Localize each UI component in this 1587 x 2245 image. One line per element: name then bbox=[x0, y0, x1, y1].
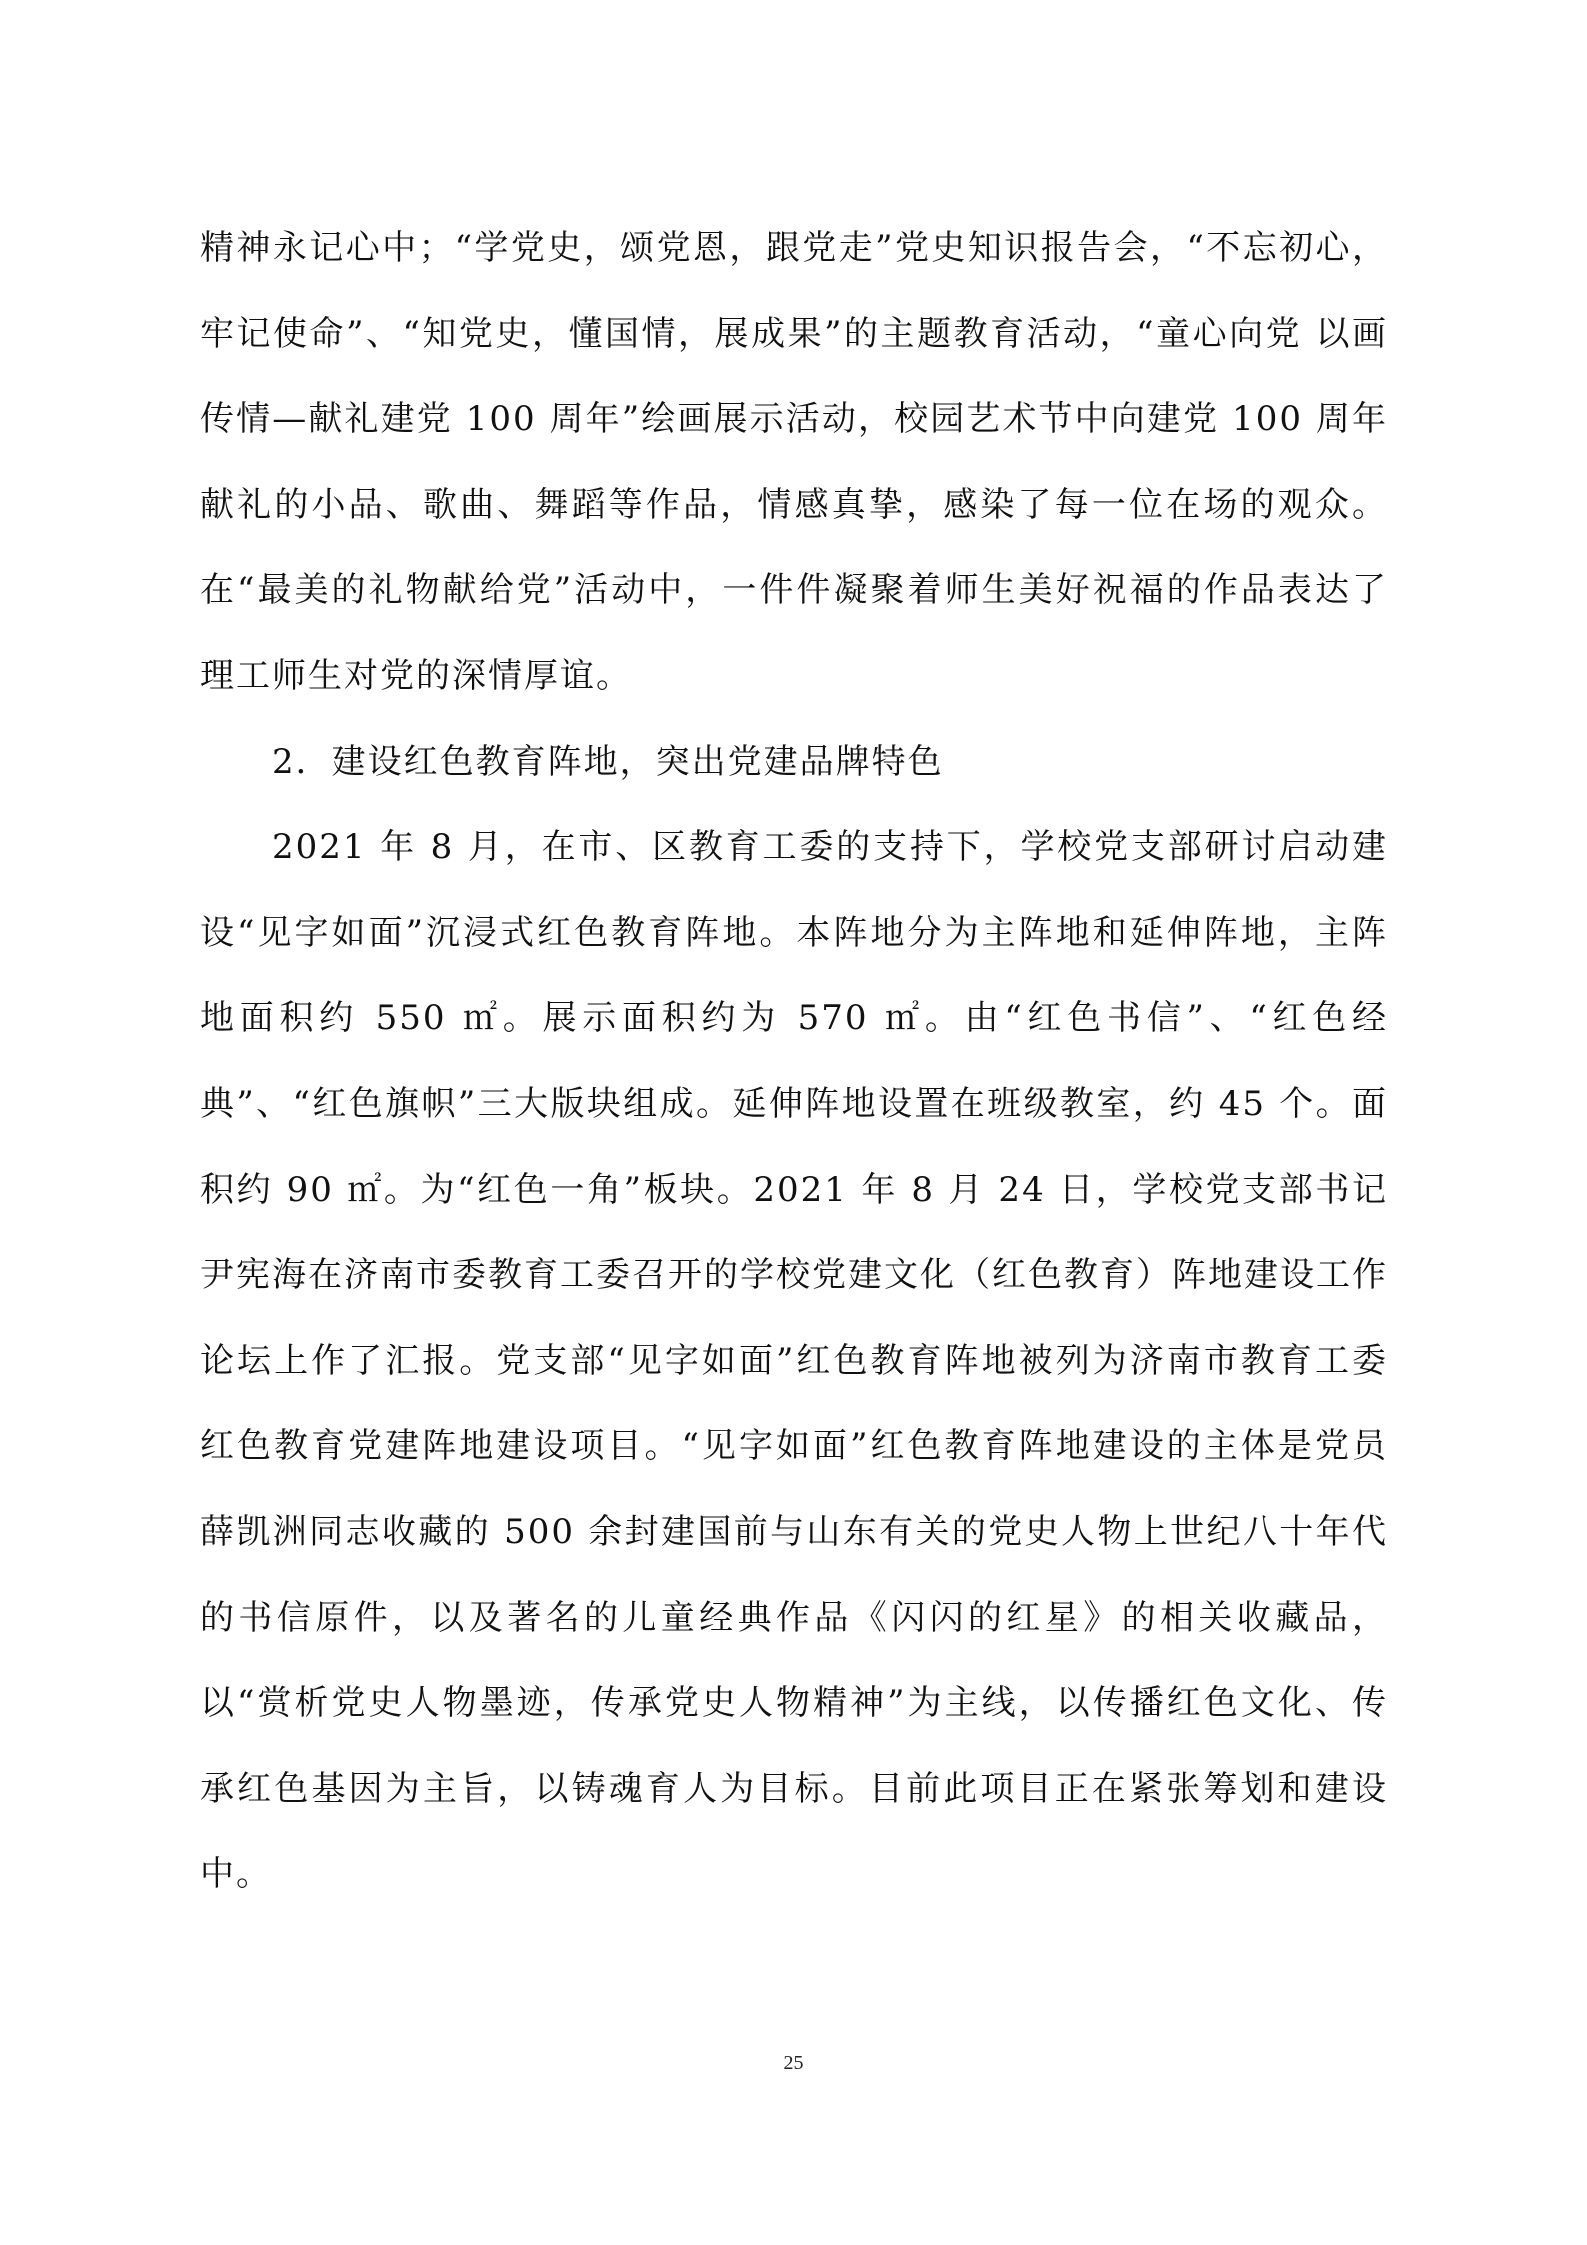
paragraph-body: 2021 年 8 月，在市、区教育工委的支持下，学校党支部研讨启动建设“见字如面”沉浸式红色教育阵地。本阵地分为主阵地和延伸阵地，主阵地面积约 550 ㎡。展示面积约为 570 ㎡。由“红色书信”、“红色经典”、“红色旗帜”三大版块组成。延伸阵地设置在班级教室，约 45 个。面积约 90 ㎡。为“红色一角”板块。2021 年 8 月 24 日，学校党支部书记尹宪海在济南市委教育工委召开的学校党建文化（红色教育）阵地建设工作论坛上作了汇报。党支部“见字如面”红色教育阵地被列为济南市教育工委红色教育党建阵地建设项目。“见字如面”红色教育阵地建设的主体是党员薛凯洲同志收藏的 500 余封建国前与山东有关的党史人物上世纪八十年代的书信原件，以及著名的儿童经典作品《闪闪的红星》的相关收藏品，以“赏析党史人物墨迹，传承党史人物精神”为主线，以传播红色文化、传承红色基因为主旨，以铸魂育人为目标。目前此项目正在紧张筹划和建设中。 bbox=[200, 827, 1388, 1895]
page-number: 25 bbox=[783, 2052, 804, 2074]
section-heading: 2．建设红色教育阵地，突出党建品牌特色 bbox=[272, 741, 944, 782]
paragraph-continuation: 精神永记心中；“学党史，颂党恩，跟党走”党史知识报告会，“不忘初心，牢记使命”、“知党史，懂国情，展成果”的主题教育活动，“童心向党 以画传情—献礼建党 100 周年”绘画展示活动，校园艺术节中向建党 100 周年献礼的小品、歌曲、舞蹈等作品，情感真挚，感染了每一位在场的观众。在“最美的礼物献给党”活动中，一件件凝聚着师生美好祝福的作品表达了理工师生对党的深情厚谊。 bbox=[200, 228, 1388, 696]
document-body bbox=[200, 206, 1388, 1918]
